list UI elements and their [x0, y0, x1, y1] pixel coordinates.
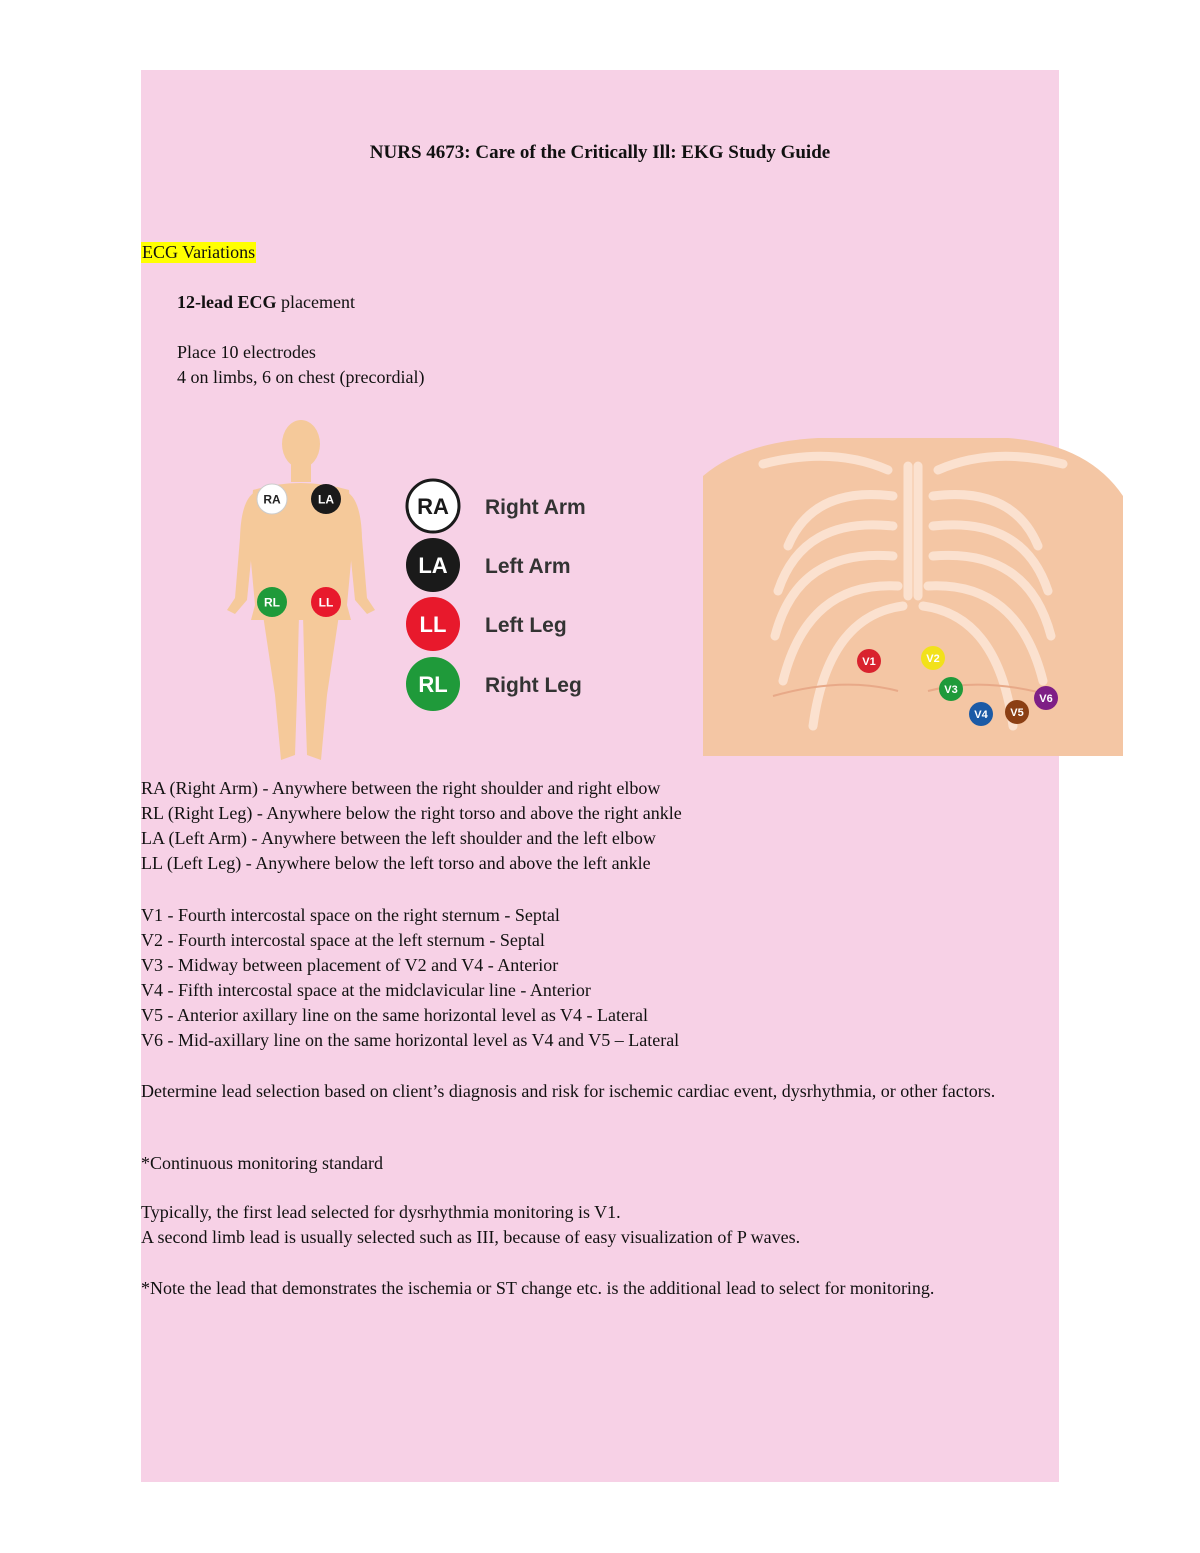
marker-rl	[257, 587, 287, 617]
limb-electrode-figure	[223, 420, 603, 772]
chest-lead-line: V1 - Fourth intercostal space on the right sternum - Septal	[141, 905, 560, 925]
legend-rl-code: RL	[418, 672, 448, 697]
legend-ra	[407, 480, 586, 532]
lead-v1-label: V1	[862, 656, 876, 668]
legend-rl-label: Right Leg	[485, 674, 582, 697]
chest-lead-line: V2 - Fourth intercostal space at the left sternum - Septal	[141, 930, 545, 950]
ischemia-note: *Note the lead that demonstrates the ischemia or ST change etc. is the additional lead to select for monitoring.	[141, 1278, 935, 1298]
legend-ll-code: LL	[419, 612, 447, 637]
lead-v5	[1005, 700, 1029, 724]
legend-ll	[406, 597, 567, 651]
placement-heading-bold: 12-lead ECG	[177, 292, 277, 312]
lead-v2	[921, 646, 945, 670]
first-lead-line: Typically, the first lead selected for dysrhythmia monitoring is V1.	[141, 1202, 621, 1222]
marker-ra-label: RA	[263, 492, 281, 507]
electrodes-line: Place 10 electrodes	[177, 342, 316, 362]
lead-v4-label: V4	[974, 709, 988, 721]
legend-la-label: Left Arm	[485, 555, 571, 578]
lead-v4	[969, 702, 993, 726]
chest-lead-line: V6 - Mid-axillary line on the same horizontal level as V4 and V5 – Lateral	[141, 1030, 680, 1050]
electrodes-line: 4 on limbs, 6 on chest (precordial)	[177, 367, 425, 387]
continuous-monitoring-note: *Continuous monitoring standard	[141, 1153, 383, 1173]
lead-v1	[857, 649, 881, 673]
marker-ll-label: LL	[318, 595, 334, 610]
limb-placement-line: RL (Right Leg) - Anywhere below the right torso and above the right ankle	[141, 803, 682, 823]
legend-ll-label: Left Leg	[485, 614, 567, 637]
marker-ra	[257, 484, 287, 514]
legend-la-code: LA	[418, 553, 448, 578]
placement-heading	[177, 292, 355, 313]
lead-v6	[1034, 686, 1058, 710]
legend-ra-code: RA	[417, 494, 449, 519]
limb-placement-line: LA (Left Arm) - Anywhere between the left shoulder and the left elbow	[141, 828, 656, 848]
lead-selection-paragraph: Determine lead selection based on client’s diagnosis and risk for ischemic cardiac event, dysrhythmia, or other factors.	[141, 1081, 996, 1101]
section-heading: ECG Variations	[142, 242, 256, 262]
body-silhouette	[227, 420, 375, 760]
legend-ra-label: Right Arm	[485, 496, 586, 519]
lead-v5-label: V5	[1010, 707, 1024, 719]
chest-lead-line: V4 - Fifth intercostal space at the midclavicular line - Anterior	[141, 980, 591, 1000]
chest-skin	[703, 438, 1123, 756]
marker-la-label: LA	[318, 492, 334, 507]
chest-electrode-figure	[703, 436, 1123, 756]
limb-placement-line: LL (Left Leg) - Anywhere below the left torso and above the left ankle	[141, 853, 651, 873]
document-page	[141, 70, 1059, 1482]
document-title: NURS 4673: Care of the Critically Ill: EKG Study Guide	[369, 142, 831, 163]
limb-placement-line: RA (Right Arm) - Anywhere between the right shoulder and right elbow	[141, 778, 661, 798]
legend-rl	[406, 657, 582, 711]
chest-lead-line: V5 - Anterior axillary line on the same horizontal level as V4 - Lateral	[141, 1005, 648, 1025]
marker-ll	[311, 587, 341, 617]
lead-v2-label: V2	[926, 653, 940, 665]
chest-lead-line: V3 - Midway between placement of V2 and V4 - Anterior	[141, 955, 559, 975]
lead-v3	[939, 677, 963, 701]
marker-la	[311, 484, 341, 514]
marker-rl-label: RL	[264, 595, 280, 610]
placement-heading-rest: placement	[276, 292, 355, 312]
legend-la	[406, 538, 571, 592]
lead-v3-label: V3	[944, 684, 958, 696]
lead-v6-label: V6	[1039, 693, 1053, 705]
second-lead-line: A second limb lead is usually selected such as III, because of easy visualization of P waves.	[141, 1227, 801, 1247]
